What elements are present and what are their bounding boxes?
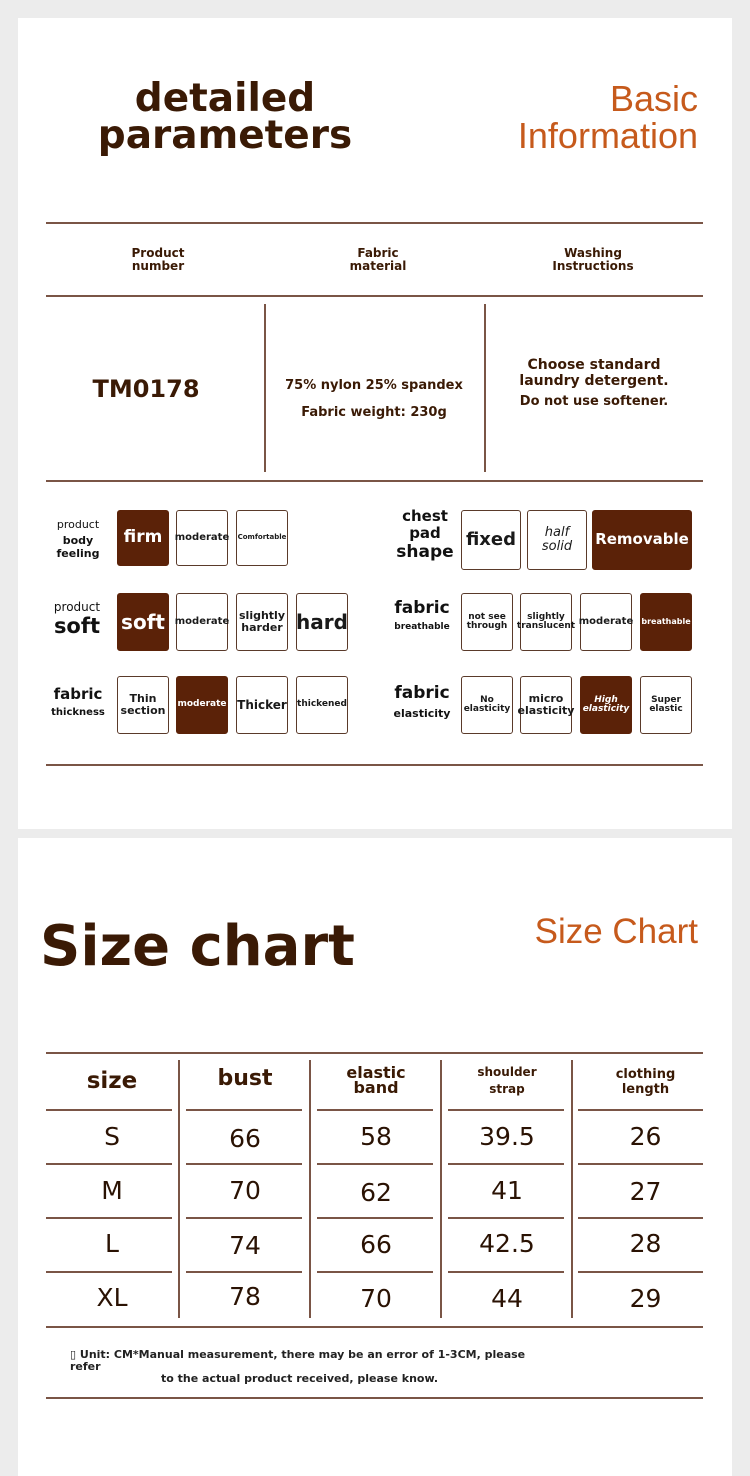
bust-cell: 78 xyxy=(229,1282,261,1311)
size-header: size xyxy=(86,1068,138,1094)
option-firm: firm xyxy=(117,510,169,566)
option-half-solid: half solid xyxy=(527,510,587,570)
option-thickened: thickened xyxy=(296,676,348,734)
chest-pad-label: chest pad shape xyxy=(396,507,454,562)
basic-information-title: Basic Information xyxy=(517,78,698,156)
divider xyxy=(46,1397,703,1399)
size-chart-title: Size chart xyxy=(40,914,355,979)
divider xyxy=(46,295,703,297)
option-thicker: Thicker xyxy=(236,676,288,734)
shoulder-strap-cell: 42.5 xyxy=(479,1229,535,1258)
divider xyxy=(46,764,703,766)
option-moderate: moderate xyxy=(176,593,228,651)
size-chart-subtitle: Size Chart xyxy=(534,912,698,951)
option-micro-elasticity: micro elasticity xyxy=(520,676,572,734)
shoulder-strap-cell: 41 xyxy=(491,1176,523,1205)
washing-line-1: Choose standard xyxy=(527,357,661,373)
size-cell: M xyxy=(101,1176,123,1205)
body-feeling-label: product body feeling xyxy=(56,518,100,560)
parameters-title: detailed parameters xyxy=(97,76,353,158)
elastic-band-cell: 70 xyxy=(360,1284,392,1313)
bust-header: bust xyxy=(217,1066,273,1091)
option-moderate: moderate xyxy=(176,510,228,566)
option-hard: hard xyxy=(296,593,348,651)
clothing-length-header: clothing length xyxy=(615,1067,676,1097)
basic-info-panel xyxy=(18,18,732,829)
shoulder-strap-header: shoulder strap xyxy=(477,1065,537,1096)
softness-label: product soft xyxy=(53,600,101,638)
shoulder-strap-cell: 44 xyxy=(491,1284,523,1313)
option-removable: Removable xyxy=(592,510,692,570)
product-number-value: TM0178 xyxy=(92,375,200,403)
fabric-material-header: Fabric material xyxy=(349,246,407,273)
option-moderate: moderate xyxy=(176,676,228,734)
bust-cell: 70 xyxy=(229,1176,261,1205)
size-cell: L xyxy=(105,1229,119,1258)
fabric-weight: Fabric weight: 230g xyxy=(301,405,447,420)
option-fixed: fixed xyxy=(461,510,521,570)
clothing-length-cell: 27 xyxy=(629,1177,662,1206)
bust-cell: 74 xyxy=(229,1231,261,1260)
washing-instructions-header: Washing Instructions xyxy=(552,246,634,273)
option-slightly-translucent: slightly translucent xyxy=(520,593,572,651)
size-cell: XL xyxy=(96,1283,128,1312)
column-divider xyxy=(264,304,266,472)
option-breathable: breathable xyxy=(640,593,692,651)
washing-line-2: laundry detergent. xyxy=(519,373,669,389)
size-cell: S xyxy=(104,1122,120,1151)
elastic-band-cell: 62 xyxy=(360,1178,392,1207)
elastic-band-cell: 58 xyxy=(360,1122,392,1151)
thickness-label: fabric thickness xyxy=(51,685,105,718)
fabric-composition: 75% nylon 25% spandex xyxy=(285,378,463,393)
bust-cell: 66 xyxy=(229,1124,261,1153)
table-bottom-rule xyxy=(46,1326,703,1328)
option-thin-section: Thin section xyxy=(117,676,169,734)
option-no-elasticity: No elasticity xyxy=(461,676,513,734)
clothing-length-cell: 29 xyxy=(629,1284,662,1313)
clothing-length-cell: 26 xyxy=(629,1122,662,1151)
elastic-band-cell: 66 xyxy=(360,1230,392,1259)
size-chart-panel xyxy=(18,838,732,1476)
option-super-elastic: Super elastic xyxy=(640,676,692,734)
breathable-label: fabric breathable xyxy=(394,598,450,632)
washing-line-3: Do not use softener. xyxy=(519,394,669,409)
clothing-length-cell: 28 xyxy=(629,1229,662,1258)
elasticity-label: fabric elasticity xyxy=(393,683,451,720)
option-soft: soft xyxy=(117,593,169,651)
divider xyxy=(46,222,703,224)
option-comfortable: Comfortable xyxy=(236,510,288,566)
shoulder-strap-cell: 39.5 xyxy=(479,1122,535,1151)
option-moderate: moderate xyxy=(580,593,632,651)
option-high-elasticity: High elasticity xyxy=(580,676,632,734)
option-not-see-through: not see through xyxy=(461,593,513,651)
product-number-header: Product number xyxy=(131,246,185,273)
measurement-note: ▯ Unit: CM*Manual measurement, there may be an error of 1-3CM, please refer to the actual product received, please know. xyxy=(70,1348,526,1385)
option-slightly-harder: slightly harder xyxy=(236,593,288,651)
divider xyxy=(46,480,703,482)
column-divider xyxy=(484,304,486,472)
elastic-band-header: elastic band xyxy=(346,1063,406,1097)
table-top-rule xyxy=(46,1052,703,1054)
